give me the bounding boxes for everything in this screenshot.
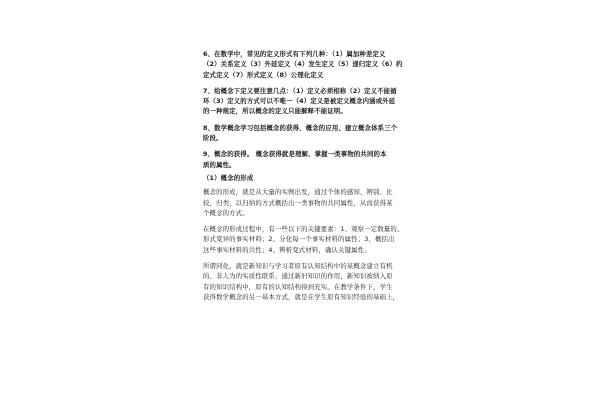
item8-line-2: 阶段。 [203, 134, 223, 143]
item7-line-1: 7、给概念下定义要注意几点：（1）定义必须相称（2）定义不能循 [203, 86, 397, 95]
subheading-concept-formation: （1）概念的形成 [203, 174, 254, 183]
assimilation-line-1: 所谓同化，就是新知识与学习者原有认知结构中的某概念建立有机 [203, 262, 393, 271]
formation-line-2: 较、归类，以归纳的方式概括出一类事物的共同属性，从而获得某 [203, 198, 393, 207]
assimilation-line-2: 的、非人为的实质性联系，通过新旧知识的作用，新知识被纳入原 [203, 272, 393, 281]
item7-line-3: 的一种规定，所以概念的定义只能解释不能证明。 [203, 107, 347, 116]
item9-line-2: 质的属性。 [203, 160, 236, 169]
assimilation-line-3: 有的知识结构中，原有的认知结构得到充实。在教学条件下，学生 [203, 282, 393, 291]
item7-line-2: 环（3）定义的方式可以不唯一（4）定义是被定义概念内涵或外延 [203, 97, 396, 106]
item8-line-1: 8、数学概念学习包括概念的获得、概念的应用、建立概念体系三个 [203, 123, 398, 132]
item9-line-1: 9、概念的获得。 概念获得就是理解、掌握一类事物的共同的本 [203, 150, 387, 159]
steps-line-1: 在概念的形成过程中，有一些以下的关键要素：1、观察一定数量的、 [203, 225, 404, 234]
document-text [203, 49, 413, 302]
steps-line-2: 形式变异的事实材料；2、分化每一个事实材料的属性；3、概括出 [203, 235, 395, 244]
item6-line-1: 6、在数学中，常见的定义形式有下列几种：（1）属加种差定义 [203, 50, 386, 58]
formation-line-3: 个概念的方式。 [203, 208, 249, 217]
steps-line-3: 这些事实材料的共性；4、辨析变式材料，确认关键属性。 [203, 245, 371, 254]
item6-line-3: 定式定义（7）形式定义（8）公理化定义 [203, 70, 324, 79]
formation-line-1: 概念的形成，就是从大量的实例出发，通过个体的感知、辨别、比 [203, 188, 393, 197]
assimilation-line-4: 获得数学概念的另一基本方式，就是在学生原有知识经验的基础上， [203, 292, 400, 301]
item6-line-2: （2）关系定义（3）外延定义（4）发生定义（5）递归定义（6）约 [203, 60, 403, 69]
